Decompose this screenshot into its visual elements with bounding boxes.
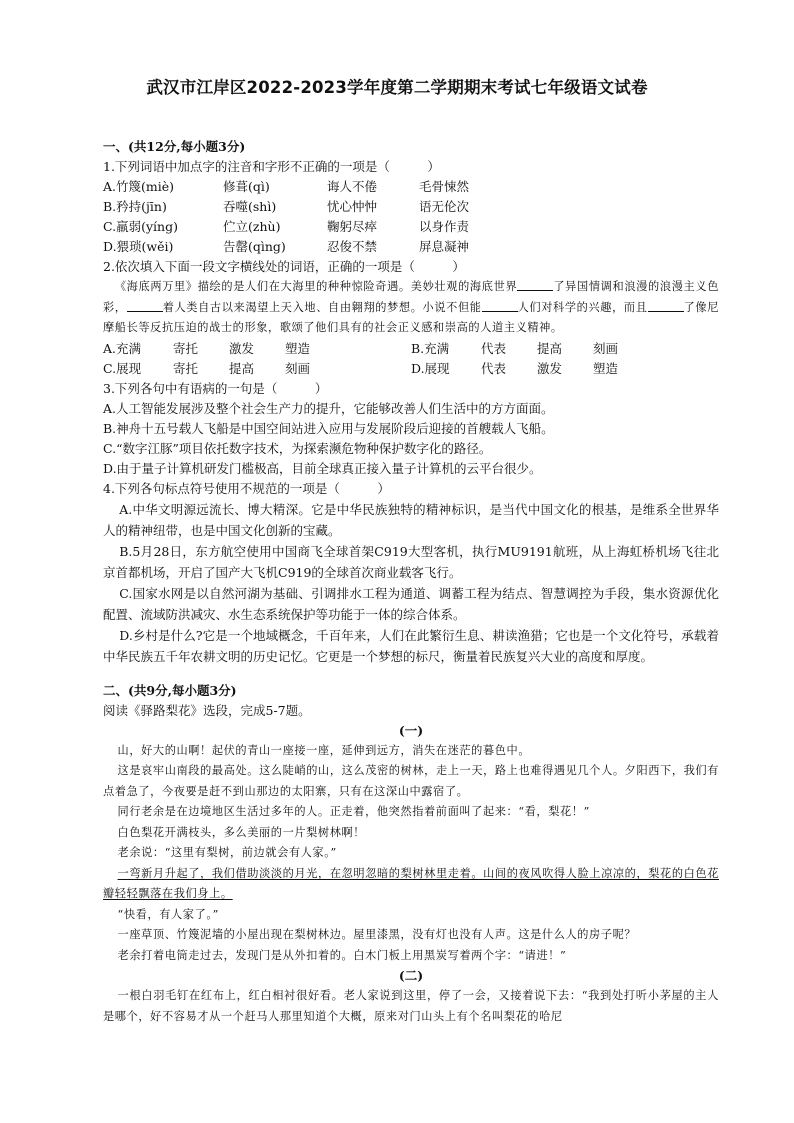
q2-blank-1 (517, 278, 553, 291)
q2-c-1: C.展现 (103, 360, 142, 376)
q1-a-3: 诲人不倦 (327, 179, 378, 194)
q1-option-c (103, 217, 719, 237)
q2-passage-5: 了像尼摩船长等反抗压迫的战士的形象，歌颂了他们具有的社会正义感和崇高的人道主义精神。 (103, 300, 719, 334)
q2-d-3: 激发 (537, 360, 563, 376)
exam-title: 武汉市江岸区2022-2023学年度第二学期期末考试七年级语文试卷 (146, 78, 648, 97)
part1-p3: 同行老余是在边境地区生活过多年的人。正走着，他突然指着前面叫了起来：“看，梨花！” (117, 805, 590, 818)
part1-p1: 山，好大的山啊！起伏的青山一座接一座，延伸到远方，消失在迷茫的暮色中。 (117, 743, 531, 757)
q1-a-1: A.竹篾(miè) (103, 179, 175, 194)
q3-option-c: C.“数字江豚”项目依托数字技术，为探索濒危物种保护数字化的路径。 (103, 440, 492, 456)
q4-option-d: D.乡村是什么?它是一个地域概念，千百年来，人们在此繁衍生息、耕读渔猎；它也是一个文化符号，承载着中华民族五千年农耕文明的历史记忆。它更是一个梦想的标尺，衡量着民族复兴大业的高度和厚度。 (103, 627, 719, 664)
part1-p8: 一座草顶、竹篾泥墙的小屋出现在梨树林边。屋里漆黑，没有灯也没有人声。这是什么人的房子呢？ (117, 928, 637, 941)
q1-stem: 1.下列词语中加点字的注音和字形不正确的一项是（ ） (103, 159, 440, 174)
q2-c-2: 寄托 (173, 360, 199, 376)
q2-blank-2 (127, 299, 163, 312)
q2-a-2: 寄托 (173, 340, 199, 356)
q2-blank-3 (482, 299, 518, 312)
q4-options (103, 499, 719, 667)
q2-options-row1 (103, 339, 719, 359)
q2-b-3: 提高 (537, 340, 563, 356)
section1-heading: 一、(共12分,每小题3分) (103, 139, 246, 154)
q4-option-b: B.5月28日，东方航空使用中国商飞全球首架C919大型客机，执行MU9191航班，从上海虹桥机场飞往北京首都机场，开启了国产大飞机C919的全球首次商业载客飞行。 (103, 543, 719, 580)
part1-p6-underlined: 一弯新月升起了，我们借助淡淡的月光，在忽明忽暗的梨树林里走着。山间的夜风吹得人脸上凉凉的，梨花的白色花瓣轻轻飘落在我们身上。 (103, 866, 719, 900)
part1-p4: 白色梨花开满枝头，多么美丽的一片梨树林啊！ (117, 825, 366, 839)
q2-b-2: 代表 (481, 340, 507, 356)
q3-stem: 3.下列各句中有语病的一句是（ ） (103, 380, 328, 396)
exam-content (103, 137, 719, 1027)
q2-b-1: B.充满 (411, 340, 450, 356)
part1-p5: 老余说：“这里有梨树，前边就会有人家。” (117, 846, 337, 859)
q2-passage-1: 《海底两万里》描绘的是人们在大海里的种种惊险奇遇。美妙壮观的海底世界 (114, 280, 518, 293)
q1-option-b (103, 197, 719, 217)
q2-a-1: A.充满 (103, 340, 142, 356)
q2-a-3: 激发 (229, 340, 255, 356)
part1-p7: “快看，有人家了。” (117, 907, 219, 921)
q1-d-2: 告罄(qìng) (223, 239, 286, 254)
q1-c-3: 鞠躬尽瘁 (327, 219, 378, 234)
q2-passage-3: 着人类自古以来渴望上天入地、自由翱翔的梦想。小说不但能 (162, 300, 482, 314)
part1-passage (103, 741, 719, 967)
q1-a-4: 毛骨悚然 (419, 179, 470, 194)
q2-stem: 2.依次填入下面一段文字横线处的词语，正确的一项是（ ） (103, 259, 465, 274)
q2-blank-4 (648, 299, 684, 312)
section2-intro: 阅读《驿路梨花》选段，完成5-7题。 (103, 702, 311, 718)
q2-d-1: D.展现 (411, 360, 450, 376)
section2-heading: 二、(共9分,每小题3分) (103, 682, 237, 698)
part1-p2: 这是哀牢山南段的最高处。这么陡峭的山，这么茂密的树林，走上一天，路上也难得遇见几个人。夕阳西下，我们有点着急了，今夜要是赶不到山那边的太阳寨，只有在这深山中露宿了。 (103, 764, 719, 798)
q3-option-d: D.由于量子计算机研发门槛极高，目前全球真正接入量子计算机的云平台很少。 (103, 460, 542, 476)
q2-a-4: 塑造 (285, 340, 311, 356)
q2-d-2: 代表 (481, 360, 507, 376)
part2-passage (103, 986, 719, 1027)
q1-b-1: B.矜持(jīn) (103, 199, 167, 214)
part1-label: (一) (398, 722, 424, 738)
q1-c-4: 以身作责 (419, 219, 470, 234)
q1-option-d (103, 237, 719, 257)
q1-d-1: D.猥琐(wěi) (103, 239, 174, 254)
q2-c-3: 提高 (229, 360, 255, 376)
q1-b-4: 语无伦次 (419, 199, 470, 214)
q1-d-4: 屏息凝神 (419, 239, 470, 254)
q1-b-2: 吞噬(shì) (223, 199, 277, 214)
q1-c-2: 伫立(zhù) (223, 219, 281, 234)
part1-p9: 老余打着电筒走过去，发现门是从外扣着的。白木门板上用黑炭写着两个字：“请进！” (117, 948, 567, 962)
q3-option-b: B.神舟十五号载人飞船是中国空间站进入应用与发展阶段后迎接的首艘载人飞船。 (103, 420, 554, 436)
q3-option-a: A.人工智能发展涉及整个社会生产力的提升，它能够改善人们生活中的方方面面。 (103, 400, 554, 416)
q1-b-3: 忧心忡忡 (327, 199, 378, 214)
q1-a-2: 修葺(qì) (223, 179, 270, 194)
q1-d-3: 忍俊不禁 (327, 239, 378, 254)
q2-b-4: 刻画 (593, 340, 619, 356)
q4-option-c: C.国家水网是以自然河湖为基础、引调排水工程为通道、调蓄工程为结点、智慧调控为手段，集水资源优化配置、流域防洪减灾、水生态系统保护等功能于一体的综合体系。 (103, 585, 719, 622)
part2-p1: 一根白羽毛钉在红布上，红白相衬很好看。老人家说到这里，停了一会，又接着说下去：“我到处打听小茅屋的主人是哪个，好不容易才从一个赶马人那里知道个大概，原来对门山头上有个名叫梨花的哈尼 (103, 989, 719, 1023)
q1-option-a (103, 177, 719, 197)
q2-options-row2 (103, 359, 719, 379)
q2-passage-4: 人们对科学的兴趣，而且 (517, 300, 648, 314)
q2-c-4: 刻画 (285, 360, 311, 376)
q2-passage (103, 277, 719, 339)
part2-label: (二) (398, 968, 424, 983)
q1-c-1: C.羸弱(yíng) (103, 219, 178, 234)
q2-d-4: 塑造 (593, 360, 619, 376)
q4-stem: 4.下列各句标点符号使用不规范的一项是（ ） (103, 480, 390, 496)
q2-passage-2: 了异国情调和浪漫的浪漫主义色彩， (103, 280, 719, 314)
q4-option-a: A.中华文明源远流长、博大精深。它是中华民族独特的精神标识，是当代中国文化的根基，是维系全世界华人的精神纽带，也是中国文化创新的宝藏。 (103, 501, 719, 538)
